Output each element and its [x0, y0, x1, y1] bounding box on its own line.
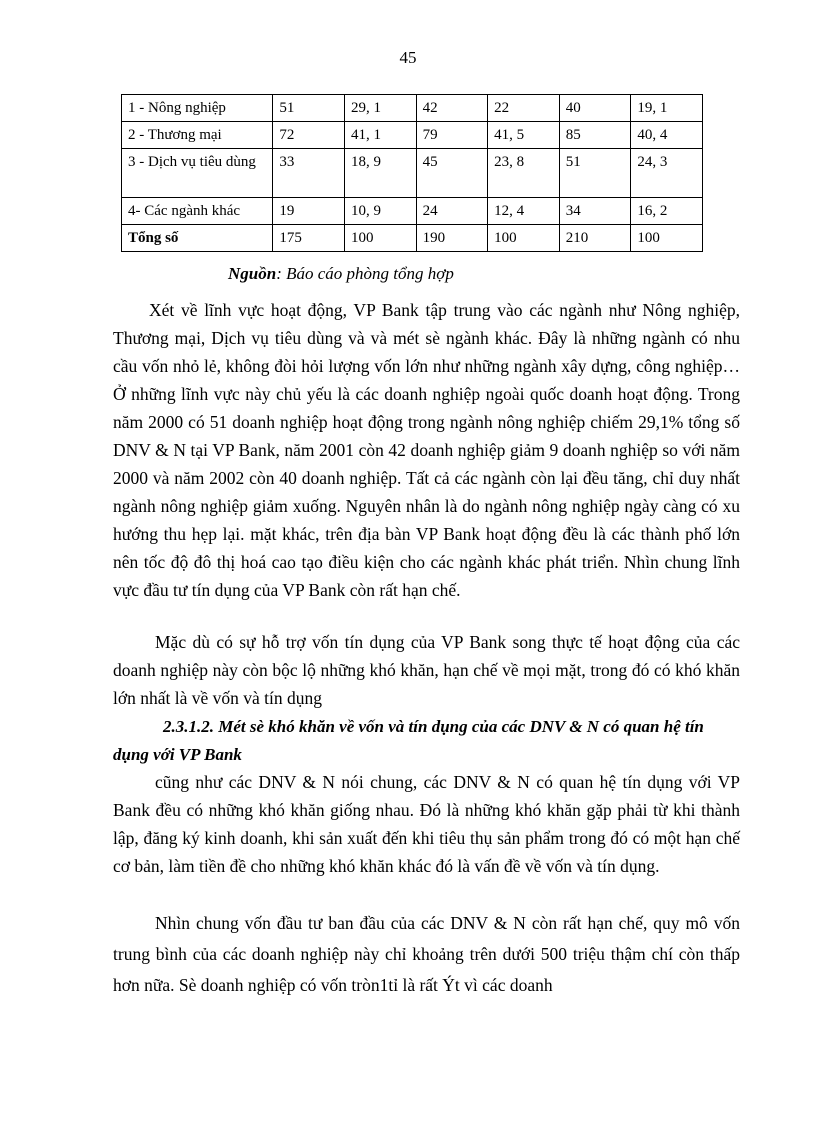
- table-cell: 19, 1: [631, 95, 703, 122]
- paragraph-common-difficulties: cũng như các DNV & N nói chung, các DNV & N có quan hệ tín dụng với VP Bank đều có những khó khăn giống nhau. Đó là những khó khăn gặp phải từ khi thành lập, đăng ký kinh doanh, khi sản xuất đến khi tiêu thụ sản phẩm trong đó có một hạn chế cơ bản, làm tiền đề cho những khó khăn khác đó là vấn đề về vốn và tín dụng.: [113, 772, 740, 876]
- table-total-row: [122, 225, 703, 252]
- table-cell: 33: [273, 149, 345, 198]
- table-cell: 4- Các ngành khác: [122, 198, 273, 225]
- table-cell: 51: [559, 149, 631, 198]
- table-cell: 16, 2: [631, 198, 703, 225]
- table-cell: 100: [344, 225, 416, 252]
- table-cell: 79: [416, 122, 488, 149]
- table-row: [122, 149, 703, 198]
- table-cell: 85: [559, 122, 631, 149]
- table-cell: 100: [488, 225, 560, 252]
- table-cell: 41, 1: [344, 122, 416, 149]
- table-cell: 190: [416, 225, 488, 252]
- table-cell: 51: [273, 95, 345, 122]
- table-cell: 40, 4: [631, 122, 703, 149]
- table-cell: 12, 4: [488, 198, 560, 225]
- table-cell: 24: [416, 198, 488, 225]
- page-number: 45: [399, 48, 417, 67]
- table-cell: 72: [273, 122, 345, 149]
- table-cell: 19: [273, 198, 345, 225]
- table-cell: 29, 1: [344, 95, 416, 122]
- table-cell: 1 - Nông nghiệp: [122, 95, 273, 122]
- section-heading: 2.3.1.2. Mét sè khó khăn về vốn và tín dụng của các DNV & N có quan hệ tín dụng với VP Bank: [113, 717, 704, 764]
- source-label: Nguồn: [228, 264, 277, 283]
- table-cell: 40: [559, 95, 631, 122]
- table-cell: 3 - Dịch vụ tiêu dùng: [122, 149, 273, 198]
- paragraph-initial-capital: Nhìn chung vốn đầu tư ban đầu của các DNV & N còn rất hạn chế, quy mô vốn trung bình của các doanh nghiệp này chỉ khoảng trên dưới 500 triệu thậm chí còn thấp hơn nữa. Sè doanh nghiệp có vốn tròn1tỉ là rất Ýt vì các doanh: [113, 913, 740, 995]
- table-row: [122, 122, 703, 149]
- table-row: [122, 95, 703, 122]
- table-cell: 45: [416, 149, 488, 198]
- table-cell: 22: [488, 95, 560, 122]
- paragraph-difficulties-intro: Mặc dù có sự hỗ trợ vốn tín dụng của VP Bank song thực tế hoạt động của các doanh nghiệp này còn bộc lộ những khó khăn, hạn chế về mọi mặt, trong đó có khó khăn lớn nhất là về vốn và tín dụng: [113, 632, 740, 708]
- table-cell: 10, 9: [344, 198, 416, 225]
- table-cell: 24, 3: [631, 149, 703, 198]
- table-cell: 23, 8: [488, 149, 560, 198]
- table-source-note: [228, 264, 454, 284]
- table-cell: Tổng số: [122, 225, 273, 252]
- table-cell: 18, 9: [344, 149, 416, 198]
- table-cell: 42: [416, 95, 488, 122]
- table-row: [122, 198, 703, 225]
- paragraph-sector-analysis: Xét về lĩnh vực hoạt động, VP Bank tập trung vào các ngành như Nông nghiệp, Thương mại, Dịch vụ tiêu dùng và và mét sè ngành khác. Đây là những ngành có nhu cầu vốn nhỏ lẻ, không đòi hỏi lượng vốn lớn như những ngành xây dựng, công nghiệp… Ở những lĩnh vực này chủ yếu là các doanh nghiệp ngoài quốc doanh hoạt động. Trong năm 2000 có 51 doanh nghiệp hoạt động trong ngành nông nghiệp chiếm 29,1% tổng số DNV & N tại VP Bank, năm 2001 còn 42 doanh nghiệp giảm 9 doanh nghiệp so với năm 2000 và năm 2002 còn 40 doanh nghiệp. Tất cả các ngành còn lại đều tăng, chỉ duy nhất ngành nông nghiệp giảm xuống. Nguyên nhân là do ngành nông nghiệp ngày càng có xu hướng thu hẹp lại. mặt khác, trên địa bàn VP Bank hoạt động đều là các thành phố lớn nên tốc độ đô thị hoá cao tạo điều kiện cho các ngành khác phát triển. Nhìn chung lĩnh vực đầu tư tín dụng của VP Bank còn rất hạn chế.: [113, 300, 740, 600]
- table-cell: 175: [273, 225, 345, 252]
- table-cell: 100: [631, 225, 703, 252]
- source-text: : Báo cáo phòng tổng hợp: [276, 264, 454, 283]
- table-cell: 34: [559, 198, 631, 225]
- table-cell: 41, 5: [488, 122, 560, 149]
- table-cell: 210: [559, 225, 631, 252]
- table-cell: 2 - Thương mại: [122, 122, 273, 149]
- enterprise-by-sector-table: [121, 94, 703, 252]
